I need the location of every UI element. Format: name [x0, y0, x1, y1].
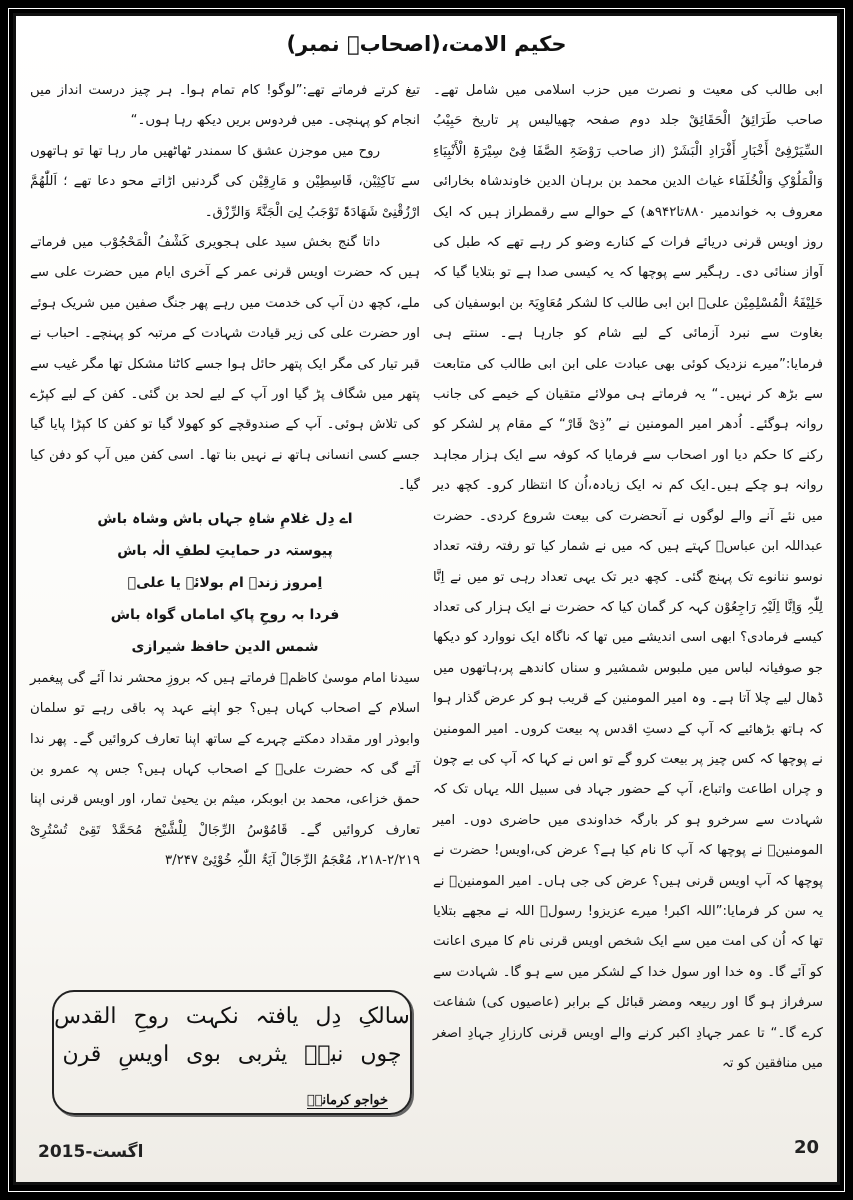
- persian-verse: فردا بہ روحِ پاکِ اماماں گواہ باش: [110, 606, 340, 623]
- article-paragraph: ابی طالب کی معیت و نصرت میں حزب اسلامی میں شامل تھے۔صاحب طَرَائِقُ الْحَقَائِقْ جلد دوم صفحہ چھیالیس پر تاریخ حَبِیْبُ السِّیَرْفِیْ أَخْبَارِ أَفْرَادِ الْبَشَرْ (از صاحب رَوْضَۃِ الصَّفَا فِیْ سِیْرَۃِ الْأَنْبِیَاءِ وَالْمَلُوْکِ وَالْخُلَفَاء غیاث الدین محمد بن برہان الدین خاوندشاہ بخارائی معروف بہ خواندمیر ۸۸۰تا۹۴۲ھ) کے حوالے سے رقمطراز ہیں کہ ایک روز اویس قرنی دریائے فرات کے کنارے وضو کر رہے تھے کہ طبل کی آواز سنائی دی۔ رہگیر سے پوچھا کہ یہ کیسی صدا ہے تو بتلایا گیا کہ خَلِیْفَۃُ الْمُسْلِمِیْن علیؑ ابن ابی طالب کا لشکر مُعَاوِیَۃ بن ابوسفیان کی بغاوت سے نبرد آزمائی کے لیے شام کو جارہا ہے۔ سنتے ہی فرمایا:”میرے نزدیک کوئی بھی عبادت علی ابن ابی طالب کی متابعت سے بڑھ کر نہیں۔“ یہ فرماتے ہی مولائے متقیان کے خیمے کی جانب روانہ ہوگئے۔ اُدھر امیر المومنین نے ”ذِیْ قَارْ“ کے مقام پر لشکر کو رکنے کا حکم دیا اور اصحاب سے فرمایا کہ کوفہ سے ایک ہزار مجاہد روانہ ہو چکے ہیں۔ایک کم نہ ایک زیادہ،اُن کا انتظار کرو۔ کچھ دیر میں نئے آنے والے لوگوں نے آنحضرت کی بیعت شروع کردی۔ حضرت عبداللہ ابن عباسؓ کہتے ہیں کہ میں نے شمار کیا تو رفتہ رفتہ تعداد نوسو ننانوے تک پہنچ گئی۔ کچھ دیر تک یہی تعداد رہی تو میں نے اِنَّا لِلّٰہِ وَاِنَّا اِلَیْہِ رَاجِعُوْن کہہ کر گمان کیا کہ حضرت نے ایک ہزار کی تعداد کیسے فرمادی؟ ابھی اسی اندیشے میں تھا کہ ناگاہ ایک نووارد کو دیکھا جو صوفیانہ لباس میں ملبوس شمشیر و سناں کاندھے پر،ہاتھوں میں ڈھال لیے چلا آتا ہے۔ وہ امیر المومنین کے قریب ہو کر عرض گذار ہوا کہ ہاتھ بڑھائیے کہ آپ کے دستِ اقدس پہ بیعت کروں۔ امیر المومنین نے پوچھا کہ کس چیز پر بیعت کرو گے تو اس نے کہا کہ آپ کی بے چون و چراں اطاعت واتباع، آپ کے حضور جہاد فی سبیل اللہ یہاں تک کہ شہادت سے سرخرو ہو کر بارگہ خداوندی میں حاضری دوں۔ امیر المومنینؑ نے پوچھا کہ آپ کا نام کیا ہے؟ عرض کی،اویس! حضرت نے پوچھا کہ آپ اویس قرنی ہیں؟ عرض کی جی ہاں۔ امیر المومنینؑ نے یہ سن کر فرمایا:”اللہ اکبر! میرے عزیزو! رسولؐ اللہ نے مجھے بتلایا تھا کہ اُن کی امت میں سے ایک شخص اویس قرنی نام کا میری اعانت کو آئے گا۔ وہ خدا اور سول خدا کے لشکر میں سے ہو گا۔ شہادت سے سرفراز ہو گا اور ربیعہ ومضر قبائل کے برابر (عاصیوں کی) شفاعت کرے گا۔“ تا عمر جہادِ اکبر کرنے والے اویس قرنی کارزارِ جہادِ اصغر میں منافقین کو تہ: [433, 83, 824, 1071]
- persian-verse: اے دِل غلامِ شاہِ جہاں باش وشاہ باش: [97, 510, 353, 527]
- poem-line: سالکِ دِل یافتہ نکہت روحِ القدس: [54, 1004, 410, 1029]
- article-paragraph: داتا گنج بخش سید علی ہجویری کَشْفُ الْمَحْجُوْب میں فرماتے ہیں کہ حضرت اویس قرنی عمر کے آخری ایام میں حضرت علی سے ملے، کچھ دن آپ کی خدمت میں رہے پھر جنگ صفین میں شریک ہوئے اور حضرت علی کی زیر قیادت شہادت کے مرتبہ کو پہنچے۔ احباب نے قبر تیار کی مگر ایک پتھر حائل ہوا جسے کاٹنا مشکل تھا مگر غیب سے پتھر میں شگاف پڑ گیا اور آپ کے لیے لحد بن گئی۔ کفن کے لیے کپڑے کی تلاش ہوئی۔ آپ کے صندوقچے کو کھولا گیا تو کفن کا کپڑا پایا گیا جسے کسی انسانی ہاتھ نے نہیں بنا تھا۔ اسی کفن میں آپ کو دفن کیا گیا۔: [30, 235, 420, 494]
- issue-date: اگست-2015: [38, 1142, 144, 1162]
- poem-line: چوں نبیؐ یثربی بوی اویسِ قرن: [62, 1042, 402, 1067]
- persian-verse: پیوستہ در حمایتِ لطفِ الٰہ باش: [117, 542, 333, 559]
- page-number: 20: [793, 1137, 819, 1158]
- page-title: حکیم الامت،(اصحابؑ نمبر): [286, 32, 567, 56]
- right-column: [433, 76, 823, 1079]
- left-column: [30, 76, 420, 877]
- persian-verse: اِمروز زندہ ام بولائے یا علیؑ: [127, 574, 323, 591]
- article-paragraph: سیدنا امام موسیٰ کاظمؑ فرماتے ہیں کہ بروزِ محشر ندا آئے گی پیغمبر اسلام کے اصحاب کہاں ہیں؟ جو اپنے عہد پہ باقی رہے تو سلمان وابوذر اور مقداد دمکتے چہرے کے ساتھ اپنا تعارف کروائیں گے۔ پھر ندا آئے گی کہ حضرت علیؑ کے اصحاب کہاں ہیں؟ جس پہ عمرو بن حمق خزاعی، محمد بن ابوبکر، میثم بن یحییٰ تمار، اور اویس قرنی اپنا تعارف کروائیں گے۔ قَامُوْسُ الرِّجَالْ لِلْشَّیْخ مُحَمَّدْ تَقِیْ تُسْتُرِیْ ۲/۲۱۹-۲۱۸، مُعْجَمُ الرِّجَالْ آیَۃُ اللّٰہِ خُوْئِیْ ۳/۲۴۷: [30, 670, 420, 869]
- magazine-page: [16, 16, 837, 1182]
- verse-poet: شمس الدین حافظ شیرازی: [131, 638, 319, 655]
- article-paragraph: روح میں موجزن عشق کا سمندر ٹھاٹھیں مار رہا تھا تو ہاتھوں سے نَاکِثِیْن، قَاسِطِیْن و مَارِقِیْن کی گردنیں اڑاتے محو دعا تھے ؛ اَللّٰھُمَّ ارْزُقْنِیْ شَھَادَۃً تَوْجَبُ لِیَ الْجَنَّۃَ وَالرِّزْق۔: [30, 143, 420, 220]
- poem-box: [52, 990, 412, 1115]
- poem-author: خواجو کرمانیؒ: [306, 1093, 388, 1108]
- article-paragraph: تیغ کرتے فرماتے تھے:”لوگو! کام تمام ہوا۔ ہر چیز درست انداز میں انجام کو پہنچی۔ میں فردوس بریں دیکھ رہا ہوں۔“: [30, 83, 420, 129]
